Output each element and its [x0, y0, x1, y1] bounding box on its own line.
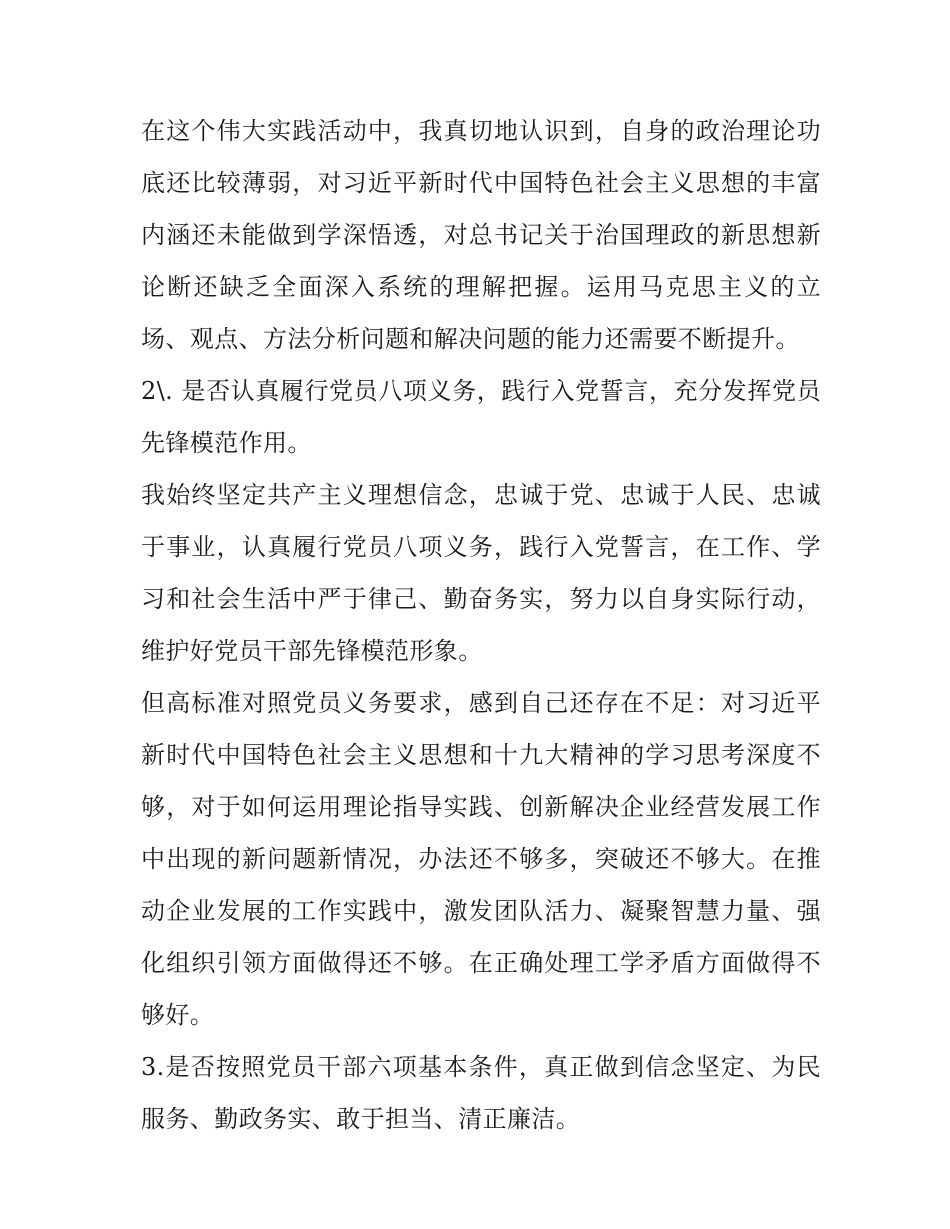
paragraph-shortcomings: 但高标准对照党员义务要求，感到自己还存在不足：对习近平新时代中国特色社会主义思想和十九大精神的学习思考深度不够，对于如何运用理论指导实践、创新解决企业经营发展工作中出现的新问题新情况，办法还不够多，突破还不够大。在推动企业发展的工作实践中，激发团队活力、凝聚智慧力量、强化组织引领方面做得还不够。在正确处理工学矛盾方面做得不够好。 [141, 689, 821, 1029]
paragraph-theory-foundation: 在这个伟大实践活动中，我真切地认识到，自身的政治理论功底还比较薄弱，对习近平新时代中国特色社会主义思想的丰富内涵还未能做到学深悟透，对总书记关于治国理政的新思想新论断还缺乏全面深入系统的理解把握。运用马克思主义的立场、观点、方法分析问题和解决问题的能力还需要不断提升。 [141, 117, 821, 353]
document-body [141, 105, 821, 1145]
heading-item-3: 3.是否按照党员干部六项基本条件，真正做到信念坚定、为民服务、勤政务实、敢于担当、清正廉洁。 [141, 1053, 821, 1133]
paragraph-party-duties: 我始终坚定共产主义理想信念，忠诚于党、忠诚于人民、忠诚于事业，认真履行党员八项义务，践行入党誓言，在工作、学习和社会生活中严于律己、勤奋务实，努力以自身实际行动，维护好党员干部先锋模范形象。 [141, 481, 821, 665]
heading-item-2: 2\. 是否认真履行党员八项义务，践行入党誓言，充分发挥党员先锋模范作用。 [141, 377, 821, 457]
